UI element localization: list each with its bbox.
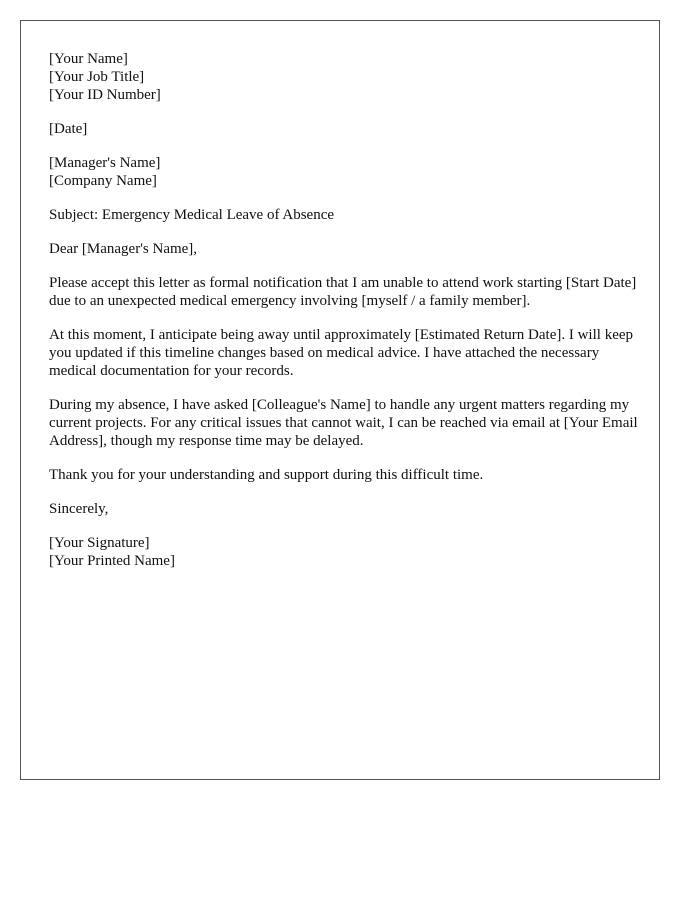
printed-name: [Your Printed Name] <box>49 553 175 569</box>
recipient-block <box>49 154 639 190</box>
sender-block <box>49 50 639 104</box>
subject-line: Subject: Emergency Medical Leave of Absence <box>49 207 335 223</box>
recipient-manager-name: [Manager's Name] <box>49 155 161 171</box>
paragraph-return-date: At this moment, I anticipate being away until approximately [Estimated Return Date]. I will keep you updated if this timeline changes based on medical advice. I have attached the necessary medical documentation for your records. <box>49 327 634 379</box>
sender-id-number: [Your ID Number] <box>49 87 161 103</box>
paragraph-thanks: Thank you for your understanding and support during this difficult time. <box>49 467 484 483</box>
letter-body <box>49 50 639 586</box>
date-block <box>49 120 639 138</box>
paragraph-notification: Please accept this letter as formal notification that I am unable to attend work starting [Start Date] due to an unexpected medical emergency involving [myself / a family member]. <box>49 275 637 309</box>
signature-block <box>49 534 639 570</box>
letter-date: [Date] <box>49 121 88 137</box>
paragraph-coverage: During my absence, I have asked [Colleague's Name] to handle any urgent matters regarding my current projects. For any critical issues that cannot wait, I can be reached via email at [Your Email Address], though my response time may be delayed. <box>49 397 638 449</box>
salutation: Dear [Manager's Name], <box>49 241 198 257</box>
letter-page <box>20 20 660 780</box>
signature-placeholder: [Your Signature] <box>49 535 150 551</box>
sender-job-title: [Your Job Title] <box>49 69 145 85</box>
closing: Sincerely, <box>49 501 109 517</box>
recipient-company-name: [Company Name] <box>49 173 157 189</box>
sender-name: [Your Name] <box>49 51 128 67</box>
